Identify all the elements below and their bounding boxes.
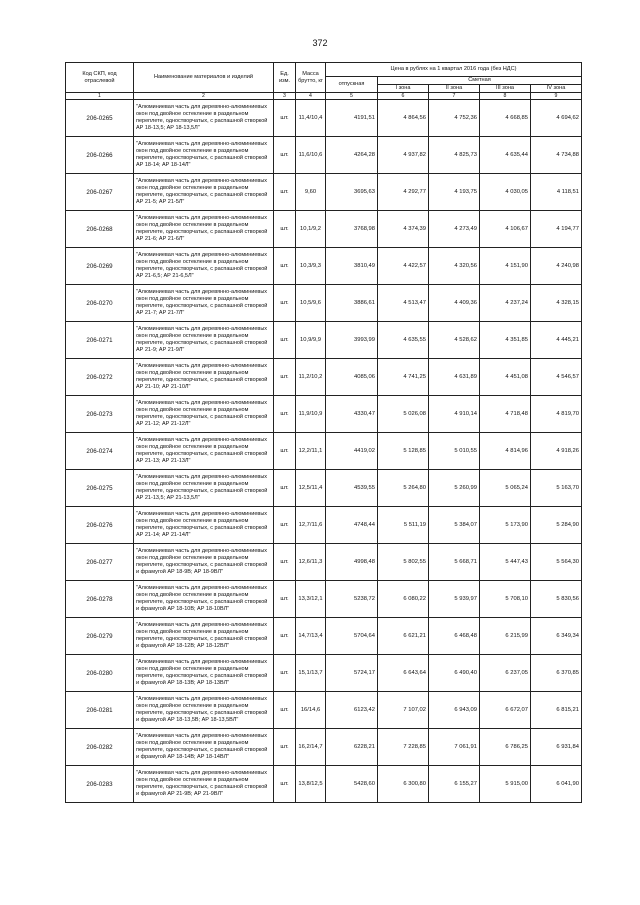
mass-cell: 9,60 bbox=[296, 174, 326, 211]
mass-cell: 14,7/13,4 bbox=[296, 618, 326, 655]
price-zone-2-cell: 5 939,97 bbox=[429, 581, 480, 618]
price-zone-1-cell: 6 300,80 bbox=[378, 766, 429, 803]
price-zone-4-cell: 4 328,15 bbox=[531, 285, 582, 322]
price-zone-3-cell: 4 718,48 bbox=[480, 396, 531, 433]
header-zone-3: III зона bbox=[480, 85, 531, 93]
material-name-cell: "Алюминиевая часть для деревянно-алюминиевых окон под двойное остекление в раздельном переплете, одностворчатых, с распашной створкой и фрамугой АР 18-13В; АР 18-13ВЛ" bbox=[134, 655, 274, 692]
header-mass: Масса брутто, кг bbox=[296, 63, 326, 93]
table-row bbox=[66, 692, 582, 729]
price-zone-4-cell: 4 734,88 bbox=[531, 137, 582, 174]
material-name-cell: "Алюминиевая часть для деревянно-алюминиевых окон под двойное остекление в раздельном переплете, одностворчатых, с распашной створкой и фрамугой АР 18-9В; АР 18-9ВЛ" bbox=[134, 544, 274, 581]
column-number: 2 bbox=[134, 93, 274, 100]
price-zone-4-cell: 6 041,90 bbox=[531, 766, 582, 803]
price-zone-4-cell: 4 546,57 bbox=[531, 359, 582, 396]
unit-cell: шт. bbox=[274, 100, 296, 137]
table-body bbox=[66, 100, 582, 803]
mass-cell: 13,8/12,5 bbox=[296, 766, 326, 803]
unit-cell: шт. bbox=[274, 544, 296, 581]
code-cell: 206-0277 bbox=[66, 544, 134, 581]
unit-cell: шт. bbox=[274, 766, 296, 803]
page-number: 372 bbox=[312, 38, 328, 48]
mass-cell: 10,1/9,2 bbox=[296, 211, 326, 248]
header-price-group: Цена в рублях на 1 квартал 2016 года (без НДС) bbox=[326, 63, 582, 77]
unit-cell: шт. bbox=[274, 692, 296, 729]
code-cell: 206-0283 bbox=[66, 766, 134, 803]
material-name-cell: "Алюминиевая часть для деревянно-алюминиевых окон под двойное остекление в раздельном переплете, одностворчатых, с распашной створкой АР 18-14; АР 18-14Л" bbox=[134, 137, 274, 174]
material-name-cell: "Алюминиевая часть для деревянно-алюминиевых окон под двойное остекление в раздельном переплете, одностворчатых, с распашной створкой АР 21-6; АР 21-6Л" bbox=[134, 211, 274, 248]
code-cell: 206-0271 bbox=[66, 322, 134, 359]
table-row bbox=[66, 618, 582, 655]
price-zone-3-cell: 5 447,43 bbox=[480, 544, 531, 581]
mass-cell: 12,6/11,3 bbox=[296, 544, 326, 581]
header-zone-2: II зона bbox=[429, 85, 480, 93]
price-zone-3-cell: 6 237,05 bbox=[480, 655, 531, 692]
price-otpusknaya-cell: 4330,47 bbox=[326, 396, 378, 433]
price-zone-4-cell: 4 694,62 bbox=[531, 100, 582, 137]
material-name-cell: "Алюминиевая часть для деревянно-алюминиевых окон под двойное остекление в раздельном переплете, одностворчатых, с распашной створкой АР 21-12; АР 21-12Л" bbox=[134, 396, 274, 433]
header-zone-4: IV зона bbox=[531, 85, 582, 93]
header-smetnaya: Сметная bbox=[378, 77, 582, 85]
material-name-cell: "Алюминиевая часть для деревянно-алюминиевых окон под двойное остекление в раздельном переплете, одностворчатых, с распашной створкой и фрамугой АР 21-9В; АР 21-9ВЛ" bbox=[134, 766, 274, 803]
table-row bbox=[66, 100, 582, 137]
price-otpusknaya-cell: 5704,64 bbox=[326, 618, 378, 655]
price-otpusknaya-cell: 4748,44 bbox=[326, 507, 378, 544]
code-cell: 206-0274 bbox=[66, 433, 134, 470]
header-zone-1: I зона bbox=[378, 85, 429, 93]
code-cell: 206-0275 bbox=[66, 470, 134, 507]
table-row bbox=[66, 359, 582, 396]
price-zone-2-cell: 4 528,62 bbox=[429, 322, 480, 359]
price-zone-4-cell: 5 830,56 bbox=[531, 581, 582, 618]
price-zone-3-cell: 4 351,85 bbox=[480, 322, 531, 359]
code-cell: 206-0276 bbox=[66, 507, 134, 544]
unit-cell: шт. bbox=[274, 248, 296, 285]
material-name-cell: "Алюминиевая часть для деревянно-алюминиевых окон под двойное остекление в раздельном переплете, одностворчатых, с распашной створкой и фрамугой АР 18-12В; АР 18-12ВЛ" bbox=[134, 618, 274, 655]
code-cell: 206-0268 bbox=[66, 211, 134, 248]
unit-cell: шт. bbox=[274, 618, 296, 655]
price-zone-1-cell: 7 107,02 bbox=[378, 692, 429, 729]
price-zone-2-cell: 4 631,89 bbox=[429, 359, 480, 396]
price-zone-4-cell: 6 931,84 bbox=[531, 729, 582, 766]
header-code: Код СКП, код отраслевой bbox=[66, 63, 134, 93]
price-zone-1-cell: 5 802,55 bbox=[378, 544, 429, 581]
code-cell: 206-0282 bbox=[66, 729, 134, 766]
mass-cell: 11,2/10,2 bbox=[296, 359, 326, 396]
unit-cell: шт. bbox=[274, 581, 296, 618]
price-zone-1-cell: 4 937,82 bbox=[378, 137, 429, 174]
mass-cell: 11,4/10,4 bbox=[296, 100, 326, 137]
price-zone-4-cell: 6 370,85 bbox=[531, 655, 582, 692]
mass-cell: 10,5/9,6 bbox=[296, 285, 326, 322]
unit-cell: шт. bbox=[274, 507, 296, 544]
code-cell: 206-0280 bbox=[66, 655, 134, 692]
unit-cell: шт. bbox=[274, 174, 296, 211]
price-zone-4-cell: 4 918,26 bbox=[531, 433, 582, 470]
price-zone-3-cell: 5 065,24 bbox=[480, 470, 531, 507]
price-zone-4-cell: 4 240,98 bbox=[531, 248, 582, 285]
price-zone-3-cell: 6 786,25 bbox=[480, 729, 531, 766]
unit-cell: шт. bbox=[274, 729, 296, 766]
price-zone-4-cell: 4 819,70 bbox=[531, 396, 582, 433]
material-name-cell: "Алюминиевая часть для деревянно-алюминиевых окон под двойное остекление в раздельном переплете, одностворчатых, с распашной створкой и фрамугой АР 18-13,5В; АР 18-13,5ВЛ" bbox=[134, 692, 274, 729]
price-otpusknaya-cell: 5428,60 bbox=[326, 766, 378, 803]
price-zone-1-cell: 4 864,56 bbox=[378, 100, 429, 137]
table-row bbox=[66, 174, 582, 211]
material-name-cell: "Алюминиевая часть для деревянно-алюминиевых окон под двойное остекление в раздельном переплете, одностворчатых, с распашной створкой АР 18-13,5; АР 18-13,5Л" bbox=[134, 100, 274, 137]
price-otpusknaya-cell: 3886,61 bbox=[326, 285, 378, 322]
code-cell: 206-0265 bbox=[66, 100, 134, 137]
mass-cell: 15,1/13,7 bbox=[296, 655, 326, 692]
price-otpusknaya-cell: 5238,72 bbox=[326, 581, 378, 618]
price-zone-2-cell: 5 260,99 bbox=[429, 470, 480, 507]
unit-cell: шт. bbox=[274, 137, 296, 174]
header-name: Наименование материалов и изделий bbox=[134, 63, 274, 93]
unit-cell: шт. bbox=[274, 285, 296, 322]
price-zone-4-cell: 4 194,77 bbox=[531, 211, 582, 248]
column-number: 5 bbox=[326, 93, 378, 100]
price-zone-4-cell: 5 564,30 bbox=[531, 544, 582, 581]
price-zone-1-cell: 6 621,21 bbox=[378, 618, 429, 655]
price-otpusknaya-cell: 4419,02 bbox=[326, 433, 378, 470]
mass-cell: 13,3/12,1 bbox=[296, 581, 326, 618]
price-otpusknaya-cell: 4264,28 bbox=[326, 137, 378, 174]
price-zone-2-cell: 7 061,91 bbox=[429, 729, 480, 766]
code-cell: 206-0278 bbox=[66, 581, 134, 618]
table-row bbox=[66, 248, 582, 285]
column-number-row bbox=[66, 93, 582, 100]
price-zone-2-cell: 4 409,36 bbox=[429, 285, 480, 322]
price-zone-2-cell: 5 668,71 bbox=[429, 544, 480, 581]
table-row bbox=[66, 396, 582, 433]
price-otpusknaya-cell: 6123,42 bbox=[326, 692, 378, 729]
table-row bbox=[66, 729, 582, 766]
code-cell: 206-0281 bbox=[66, 692, 134, 729]
price-zone-1-cell: 6 643,64 bbox=[378, 655, 429, 692]
price-zone-4-cell: 6 815,21 bbox=[531, 692, 582, 729]
table-row bbox=[66, 507, 582, 544]
material-name-cell: "Алюминиевая часть для деревянно-алюминиевых окон под двойное остекление в раздельном переплете, одностворчатых, с распашной створкой АР 21-9; АР 21-9Л" bbox=[134, 322, 274, 359]
material-name-cell: "Алюминиевая часть для деревянно-алюминиевых окон под двойное остекление в раздельном переплете, одностворчатых, с распашной створкой АР 21-13; АР 21-13Л" bbox=[134, 433, 274, 470]
mass-cell: 10,3/9,3 bbox=[296, 248, 326, 285]
unit-cell: шт. bbox=[274, 655, 296, 692]
unit-cell: шт. bbox=[274, 322, 296, 359]
price-otpusknaya-cell: 3695,63 bbox=[326, 174, 378, 211]
column-number: 9 bbox=[531, 93, 582, 100]
table-row bbox=[66, 322, 582, 359]
price-otpusknaya-cell: 5724,17 bbox=[326, 655, 378, 692]
mass-cell: 16,2/14,7 bbox=[296, 729, 326, 766]
price-zone-1-cell: 5 128,85 bbox=[378, 433, 429, 470]
price-otpusknaya-cell: 6228,21 bbox=[326, 729, 378, 766]
price-zone-1-cell: 5 026,08 bbox=[378, 396, 429, 433]
price-zone-1-cell: 4 292,77 bbox=[378, 174, 429, 211]
price-zone-3-cell: 4 106,67 bbox=[480, 211, 531, 248]
price-zone-3-cell: 5 915,00 bbox=[480, 766, 531, 803]
price-zone-3-cell: 4 451,08 bbox=[480, 359, 531, 396]
code-cell: 206-0269 bbox=[66, 248, 134, 285]
price-zone-3-cell: 4 237,24 bbox=[480, 285, 531, 322]
price-zone-1-cell: 4 513,47 bbox=[378, 285, 429, 322]
unit-cell: шт. bbox=[274, 211, 296, 248]
price-table bbox=[65, 62, 582, 803]
table-row bbox=[66, 470, 582, 507]
price-zone-2-cell: 4 910,14 bbox=[429, 396, 480, 433]
price-zone-1-cell: 4 741,25 bbox=[378, 359, 429, 396]
price-otpusknaya-cell: 3993,99 bbox=[326, 322, 378, 359]
material-name-cell: "Алюминиевая часть для деревянно-алюминиевых окон под двойное остекление в раздельном переплете, одностворчатых, с распашной створкой АР 21-7; АР 21-7Л" bbox=[134, 285, 274, 322]
code-cell: 206-0279 bbox=[66, 618, 134, 655]
material-name-cell: "Алюминиевая часть для деревянно-алюминиевых окон под двойное остекление в раздельном переплете, одностворчатых, с распашной створкой АР 21-13,5; АР 21-13,5Л" bbox=[134, 470, 274, 507]
unit-cell: шт. bbox=[274, 396, 296, 433]
price-zone-3-cell: 5 708,10 bbox=[480, 581, 531, 618]
price-zone-4-cell: 4 445,21 bbox=[531, 322, 582, 359]
price-zone-3-cell: 4 814,96 bbox=[480, 433, 531, 470]
price-zone-3-cell: 4 668,85 bbox=[480, 100, 531, 137]
price-zone-3-cell: 5 173,90 bbox=[480, 507, 531, 544]
unit-cell: шт. bbox=[274, 470, 296, 507]
price-otpusknaya-cell: 3768,98 bbox=[326, 211, 378, 248]
code-cell: 206-0267 bbox=[66, 174, 134, 211]
price-zone-1-cell: 7 228,85 bbox=[378, 729, 429, 766]
price-zone-1-cell: 4 422,57 bbox=[378, 248, 429, 285]
price-zone-4-cell: 5 163,70 bbox=[531, 470, 582, 507]
price-zone-2-cell: 6 468,48 bbox=[429, 618, 480, 655]
price-zone-4-cell: 4 118,51 bbox=[531, 174, 582, 211]
price-otpusknaya-cell: 4085,06 bbox=[326, 359, 378, 396]
price-zone-1-cell: 4 635,55 bbox=[378, 322, 429, 359]
price-zone-2-cell: 4 273,49 bbox=[429, 211, 480, 248]
price-zone-1-cell: 5 264,80 bbox=[378, 470, 429, 507]
price-zone-2-cell: 6 490,40 bbox=[429, 655, 480, 692]
column-number: 4 bbox=[296, 93, 326, 100]
material-name-cell: "Алюминиевая часть для деревянно-алюминиевых окон под двойное остекление в раздельном переплете, одностворчатых, с распашной створкой АР 21-6,5; АР 21-6,5Л" bbox=[134, 248, 274, 285]
price-zone-2-cell: 6 155,27 bbox=[429, 766, 480, 803]
table-row bbox=[66, 655, 582, 692]
price-zone-1-cell: 5 511,19 bbox=[378, 507, 429, 544]
material-name-cell: "Алюминиевая часть для деревянно-алюминиевых окон под двойное остекление в раздельном переплете, одностворчатых, с распашной створкой и фрамугой АР 18-14В; АР 18-14ВЛ" bbox=[134, 729, 274, 766]
price-zone-4-cell: 6 349,34 bbox=[531, 618, 582, 655]
code-cell: 206-0270 bbox=[66, 285, 134, 322]
table-row bbox=[66, 285, 582, 322]
price-zone-1-cell: 6 080,22 bbox=[378, 581, 429, 618]
table-row bbox=[66, 433, 582, 470]
price-otpusknaya-cell: 4998,48 bbox=[326, 544, 378, 581]
price-zone-2-cell: 4 320,56 bbox=[429, 248, 480, 285]
price-zone-4-cell: 5 284,90 bbox=[531, 507, 582, 544]
price-zone-3-cell: 6 672,07 bbox=[480, 692, 531, 729]
price-zone-2-cell: 5 010,55 bbox=[429, 433, 480, 470]
mass-cell: 10,9/9,9 bbox=[296, 322, 326, 359]
price-otpusknaya-cell: 4191,51 bbox=[326, 100, 378, 137]
code-cell: 206-0266 bbox=[66, 137, 134, 174]
column-number: 6 bbox=[378, 93, 429, 100]
unit-cell: шт. bbox=[274, 359, 296, 396]
table-row bbox=[66, 581, 582, 618]
mass-cell: 12,2/11,1 bbox=[296, 433, 326, 470]
price-zone-2-cell: 5 384,07 bbox=[429, 507, 480, 544]
mass-cell: 12,7/11,6 bbox=[296, 507, 326, 544]
code-cell: 206-0272 bbox=[66, 359, 134, 396]
mass-cell: 11,6/10,6 bbox=[296, 137, 326, 174]
column-number: 3 bbox=[274, 93, 296, 100]
price-zone-3-cell: 4 030,05 bbox=[480, 174, 531, 211]
material-name-cell: "Алюминиевая часть для деревянно-алюминиевых окон под двойное остекление в раздельном переплете, одностворчатых, с распашной створкой АР 21-5; АР 21-5Л" bbox=[134, 174, 274, 211]
column-number: 7 bbox=[429, 93, 480, 100]
unit-cell: шт. bbox=[274, 433, 296, 470]
table-row bbox=[66, 137, 582, 174]
price-zone-2-cell: 6 943,09 bbox=[429, 692, 480, 729]
code-cell: 206-0273 bbox=[66, 396, 134, 433]
mass-cell: 12,5/11,4 bbox=[296, 470, 326, 507]
price-zone-1-cell: 4 374,39 bbox=[378, 211, 429, 248]
table-row bbox=[66, 544, 582, 581]
column-number: 8 bbox=[480, 93, 531, 100]
price-zone-2-cell: 4 825,73 bbox=[429, 137, 480, 174]
price-otpusknaya-cell: 4539,55 bbox=[326, 470, 378, 507]
header-otpusknaya: отпускная bbox=[326, 77, 378, 93]
price-zone-2-cell: 4 752,36 bbox=[429, 100, 480, 137]
mass-cell: 11,9/10,9 bbox=[296, 396, 326, 433]
price-zone-3-cell: 4 151,90 bbox=[480, 248, 531, 285]
column-number: 1 bbox=[66, 93, 134, 100]
table-row bbox=[66, 211, 582, 248]
price-otpusknaya-cell: 3810,49 bbox=[326, 248, 378, 285]
mass-cell: 16/14,6 bbox=[296, 692, 326, 729]
table-row bbox=[66, 766, 582, 803]
price-zone-2-cell: 4 193,75 bbox=[429, 174, 480, 211]
price-zone-3-cell: 4 635,44 bbox=[480, 137, 531, 174]
material-name-cell: "Алюминиевая часть для деревянно-алюминиевых окон под двойное остекление в раздельном переплете, одностворчатых, с распашной створкой и фрамугой АР 18-10В; АР 18-10ВЛ" bbox=[134, 581, 274, 618]
material-name-cell: "Алюминиевая часть для деревянно-алюминиевых окон под двойное остекление в раздельном переплете, одностворчатых, с распашной створкой АР 21-14; АР 21-14Л" bbox=[134, 507, 274, 544]
material-name-cell: "Алюминиевая часть для деревянно-алюминиевых окон под двойное остекление в раздельном переплете, одностворчатых, с распашной створкой АР 21-10; АР 21-10Л" bbox=[134, 359, 274, 396]
header-unit: Ед. изм. bbox=[274, 63, 296, 93]
price-zone-3-cell: 6 215,99 bbox=[480, 618, 531, 655]
